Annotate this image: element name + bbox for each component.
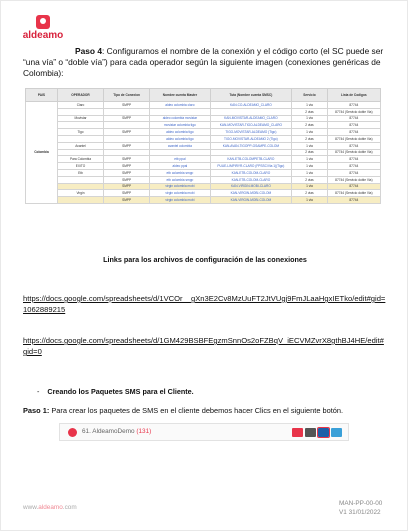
paso1-paragraph bbox=[23, 406, 343, 415]
table-row bbox=[26, 183, 381, 190]
table-cell: 1 via bbox=[292, 183, 328, 190]
table-cell: Virgin bbox=[57, 190, 103, 197]
table-cell: Claro bbox=[57, 102, 103, 109]
sms-package-button-icon bbox=[318, 428, 329, 437]
connections-table bbox=[25, 88, 381, 204]
table-header: PAIS bbox=[26, 89, 58, 102]
table-cell: 87744 bbox=[327, 115, 380, 122]
table-cell: 2 vias bbox=[292, 108, 328, 115]
table-cell: 2 vias bbox=[292, 135, 328, 142]
aldeamo-dot-icon bbox=[68, 428, 77, 437]
table-cell bbox=[57, 197, 103, 204]
table-cell bbox=[210, 108, 292, 115]
table-cell: 87744 bbox=[327, 163, 380, 170]
bullet-text: Creando los Paquetes SMS para el Cliente. bbox=[47, 387, 194, 396]
table-cell: SMPP bbox=[104, 142, 150, 149]
table-cell: 87744 (Servicio doble Via) bbox=[327, 190, 380, 197]
table-row bbox=[26, 102, 381, 109]
table-cell: SMPP bbox=[104, 129, 150, 136]
table-cell: 87744 bbox=[327, 122, 380, 129]
table-cell: KAN-VIRGIN-MOBI-CLARO bbox=[210, 183, 292, 190]
table-header: Tipo de Conexion bbox=[104, 89, 150, 102]
table-row bbox=[26, 190, 381, 197]
table-cell: 87744 bbox=[327, 169, 380, 176]
links-title: Links para los archivos de configuración de las conexiones bbox=[103, 255, 307, 264]
table-cell: KAN-VIRGIN-MOBI-COLOM bbox=[210, 197, 292, 204]
table-cell: 87744 bbox=[327, 102, 380, 109]
table-cell bbox=[57, 183, 103, 190]
table-header: OPERADOR bbox=[57, 89, 103, 102]
table-row bbox=[26, 108, 381, 115]
table-cell: 2 vias bbox=[292, 176, 328, 183]
table-cell: 1 via bbox=[292, 142, 328, 149]
table-header: Tuta (Nombre cuenta SMSC) bbox=[210, 89, 292, 102]
table-cell: etb colombia smpp bbox=[150, 169, 210, 176]
table-row bbox=[26, 135, 381, 142]
table-cell: 87744 bbox=[327, 156, 380, 163]
table-cell: 87744 (Servicio doble Via) bbox=[327, 135, 380, 142]
table-cell: 2 vias bbox=[292, 149, 328, 156]
delete-button-icon bbox=[292, 428, 303, 437]
table-cell: SMPP bbox=[104, 163, 150, 170]
table-cell: virgin colombia mobi bbox=[150, 183, 210, 190]
table-cell: KAN-CO-ALDEAMO_CLARO bbox=[210, 102, 292, 109]
table-cell: 1 via bbox=[292, 115, 328, 122]
spreadsheet-link-1[interactable]: https://docs.google.com/spreadsheets/d/1VCOr__gXn3E2Cv8MzUuFT2JtVUgj9FmJLaaHgxIETko/edit#gid=1062889215 bbox=[23, 294, 386, 314]
table-cell: virgin colombia mobi bbox=[150, 190, 210, 197]
paso1-label: Paso 1: bbox=[23, 406, 50, 415]
table-cell: 1 via bbox=[292, 129, 328, 136]
table-cell: movistar colombia tigo bbox=[150, 122, 210, 129]
table-cell: etb colombia smpp bbox=[150, 176, 210, 183]
table-cell: aldeo colombia claro bbox=[150, 102, 210, 109]
table-cell: SMPP bbox=[104, 190, 150, 197]
table-row bbox=[26, 163, 381, 170]
table-row bbox=[26, 115, 381, 122]
table-cell-country: Colombia bbox=[26, 102, 58, 204]
table-cell: PUUE-LIMPIRYR-CLARO (FPSSC/Via 1)(Tigo) bbox=[210, 163, 292, 170]
table-cell bbox=[57, 108, 103, 115]
table-cell: Etb bbox=[57, 169, 103, 176]
table-cell: aldeo colombia tigo bbox=[150, 129, 210, 136]
table-cell: SMPP bbox=[104, 176, 150, 183]
table-row bbox=[26, 176, 381, 183]
paso4-text: : Configuramos el nombre de la conexión y el código corto (el SC puede ser “una vía” o “doble vía”) para cada operador según la siguiente imagen (conexiones genéricas de Colombia): bbox=[23, 46, 384, 78]
table-cell: aldeo colombia tigo bbox=[150, 135, 210, 142]
send-button-icon bbox=[331, 428, 342, 437]
table-cell: EXITO bbox=[57, 163, 103, 170]
table-cell: avantel colombia bbox=[150, 142, 210, 149]
table-row bbox=[26, 197, 381, 204]
table-cell: virgin colombia mobi bbox=[150, 197, 210, 204]
table-cell: KAN-MOVISTAR-TIGO-ALDEAMO_CLARO bbox=[210, 122, 292, 129]
table-row bbox=[26, 156, 381, 163]
table-cell: TIGO-MOVISTAR-ALDEAMO (Tigo) bbox=[210, 129, 292, 136]
table-cell: 87744 bbox=[327, 197, 380, 204]
table-cell: SMPP bbox=[104, 102, 150, 109]
table-cell bbox=[150, 108, 210, 115]
table-cell bbox=[150, 149, 210, 156]
table-cell bbox=[57, 176, 103, 183]
table-cell: KAN-VIRGIN-MOBI-COLOM bbox=[210, 190, 292, 197]
table-cell: KAN-ETB-COLOM-CLARO bbox=[210, 176, 292, 183]
table-cell: Para Colombia bbox=[57, 156, 103, 163]
footer-doc-info bbox=[339, 500, 382, 517]
paso4-label: Paso 4 bbox=[75, 46, 103, 56]
client-toolbar-screenshot bbox=[59, 423, 349, 441]
table-cell: aldeo colombia movistar bbox=[150, 115, 210, 122]
table-cell: 87744 bbox=[327, 142, 380, 149]
table-cell: etb ppal bbox=[150, 156, 210, 163]
dropdown-button-icon bbox=[305, 428, 316, 437]
table-cell: 1 via bbox=[292, 102, 328, 109]
table-row bbox=[26, 169, 381, 176]
bullet-dash: - bbox=[37, 387, 40, 396]
table-header-row bbox=[26, 89, 381, 102]
table-cell: 87744 (Servicio doble Via) bbox=[327, 176, 380, 183]
table-cell bbox=[57, 122, 103, 129]
table-cell: 87744 bbox=[327, 183, 380, 190]
table-cell: 87744 (Servicio doble Via) bbox=[327, 108, 380, 115]
table-cell bbox=[104, 135, 150, 142]
bullet-item bbox=[37, 387, 194, 396]
table-cell bbox=[104, 122, 150, 129]
table-cell: aldeo ppal bbox=[150, 163, 210, 170]
table-cell: 1 via bbox=[292, 163, 328, 170]
table-header: Lista de Codigos bbox=[327, 89, 380, 102]
screenshot-title: 61. AldeamoDemo (131) bbox=[82, 428, 152, 435]
table-cell bbox=[104, 149, 150, 156]
table-cell: 1 via bbox=[292, 169, 328, 176]
table-cell: Tigo bbox=[57, 129, 103, 136]
table-cell: 87744 bbox=[327, 129, 380, 136]
footer-doc-code: MAN-PP-00-00 bbox=[339, 500, 383, 507]
table-cell: Avantel bbox=[57, 142, 103, 149]
table-row bbox=[26, 129, 381, 136]
aldeamo-logo-icon bbox=[36, 15, 50, 29]
table-header: Nombre cuenta Master bbox=[150, 89, 210, 102]
table-cell: 87744 (Servicio doble Via) bbox=[327, 149, 380, 156]
table-header: Servicio bbox=[292, 89, 328, 102]
table-cell: KAN-MOVISTAR-ALDEAMO_CLARO bbox=[210, 115, 292, 122]
table-cell: Movistar bbox=[57, 115, 103, 122]
table-cell: SMPP bbox=[104, 156, 150, 163]
table-cell: 2 vias bbox=[292, 122, 328, 129]
table-row bbox=[26, 122, 381, 129]
table-cell bbox=[57, 149, 103, 156]
table-cell: SMPP bbox=[104, 197, 150, 204]
table-row bbox=[26, 142, 381, 149]
table-cell: KAN-ETB-COLOM-CLARO bbox=[210, 169, 292, 176]
table-cell: SMPP bbox=[104, 183, 150, 190]
table-cell: 2 vias bbox=[292, 190, 328, 197]
table-cell bbox=[104, 108, 150, 115]
aldeamo-logo bbox=[21, 15, 65, 41]
footer-brand: aldeamo bbox=[38, 504, 63, 511]
paso4-paragraph bbox=[23, 46, 385, 79]
spreadsheet-link-2[interactable]: https://docs.google.com/spreadsheets/d/1GM429BSBFEgzmSnnOs2oFZBqV_iECVMZvrX8gthBJ4HE/edit#gid=0 bbox=[23, 336, 384, 356]
table-cell: SMPP bbox=[104, 169, 150, 176]
table-cell: 1 via bbox=[292, 156, 328, 163]
footer-version: V1 31/01/2022 bbox=[339, 508, 381, 516]
table-cell: KAN-AVAN-TIGOPP-GSAMPE-COLOM bbox=[210, 142, 292, 149]
table-cell bbox=[57, 135, 103, 142]
table-cell bbox=[210, 149, 292, 156]
table-cell: SMPP bbox=[104, 115, 150, 122]
table-cell: TIGO-MOVISTAR-ALDEAMO 2 (Tigo) bbox=[210, 135, 292, 142]
paso1-text: Para crear los paquetes de SMS en el cliente debemos hacer Clics en el siguiente botón. bbox=[49, 406, 344, 415]
table-cell: 1 via bbox=[292, 197, 328, 204]
footer-website: www.aldeamo.com bbox=[23, 504, 77, 511]
table-row bbox=[26, 149, 381, 156]
table-cell: KAN-ETB-COLOMPETB-CLARO bbox=[210, 156, 292, 163]
logo-text: aldeamo bbox=[22, 30, 64, 41]
screenshot-count: (131) bbox=[136, 428, 152, 435]
